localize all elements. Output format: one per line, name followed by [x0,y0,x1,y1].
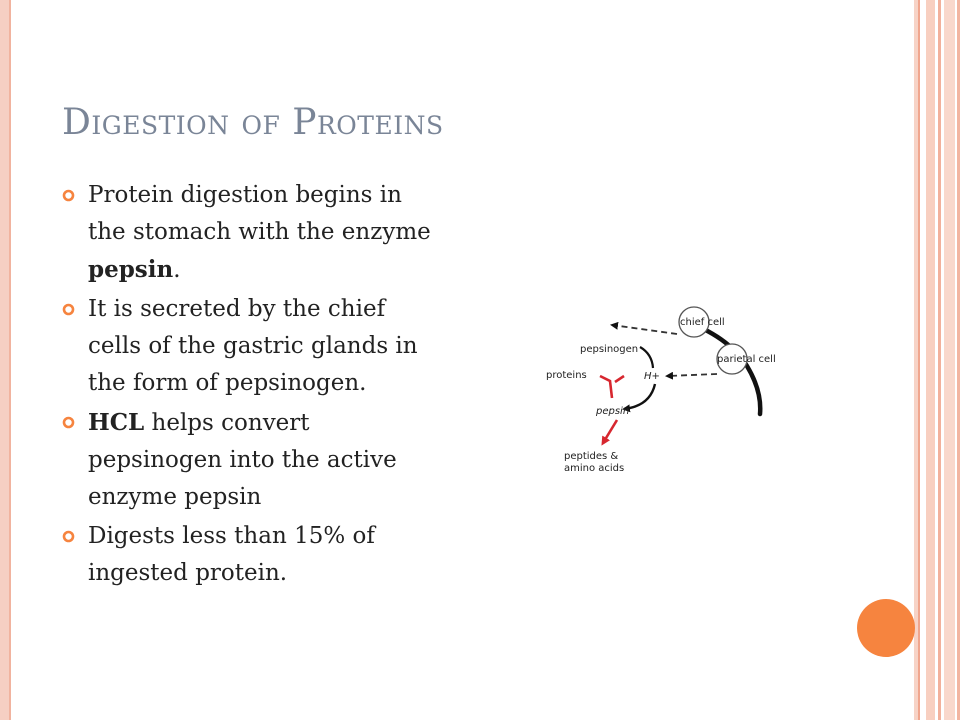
pepsin-activation-diagram [540,296,790,481]
protein-substrate-mark-2 [615,376,624,382]
bullet-item-3 [62,404,432,516]
proteins-label: proteins [546,370,587,381]
bullet-bold-term: pepsin [88,256,174,283]
bullet-text: Protein digestion begins in the stomach with the enzyme [88,182,431,245]
right-bar-3 [926,0,935,720]
bullet-item-1 [62,177,432,289]
chief-cell-label: chief cell [680,317,725,328]
bullet-text: It is secreted by the chief cells of the gastric glands in the form of pepsinogen. [88,296,418,396]
h-plus-label: H+ [644,371,660,382]
parietal-cell-label: parietal cell [717,354,776,365]
secretion-arrow [612,325,677,334]
bullet-list [62,177,432,594]
pepsin-label: pepsin [596,406,630,417]
right-bar-5 [944,0,955,720]
accent-circle [857,599,915,657]
left-border-line [9,0,11,720]
bullet-marker-icon [62,303,75,316]
protein-substrate-mark [600,376,612,398]
acid-secretion-arrow [667,374,717,376]
bullet-item-2 [62,291,432,402]
pepsinogen-label: pepsinogen [580,344,639,355]
right-bar-4 [938,0,941,720]
products-label-line1: peptides & [564,451,619,462]
bullet-marker-icon [62,530,75,543]
bullet-marker-icon [62,416,75,429]
bullet-marker-icon [62,189,75,202]
bullet-item-4 [62,518,432,592]
left-border [0,0,9,720]
products-label-line2: amino acids [564,463,625,474]
right-bar-2 [918,0,920,720]
bullet-text: helps convert pepsinogen into the active enzyme pepsin [88,410,397,510]
pepsinogen-bracket [640,347,653,368]
right-decorative-bars [914,0,960,720]
bullet-text-end: . [173,257,181,283]
slide-title: Digestion of Proteins [62,102,444,143]
digestion-arrow [603,420,617,443]
bullet-bold-term: HCL [88,409,145,436]
bullet-text: Digests less than 15% of ingested protein. [88,523,375,586]
